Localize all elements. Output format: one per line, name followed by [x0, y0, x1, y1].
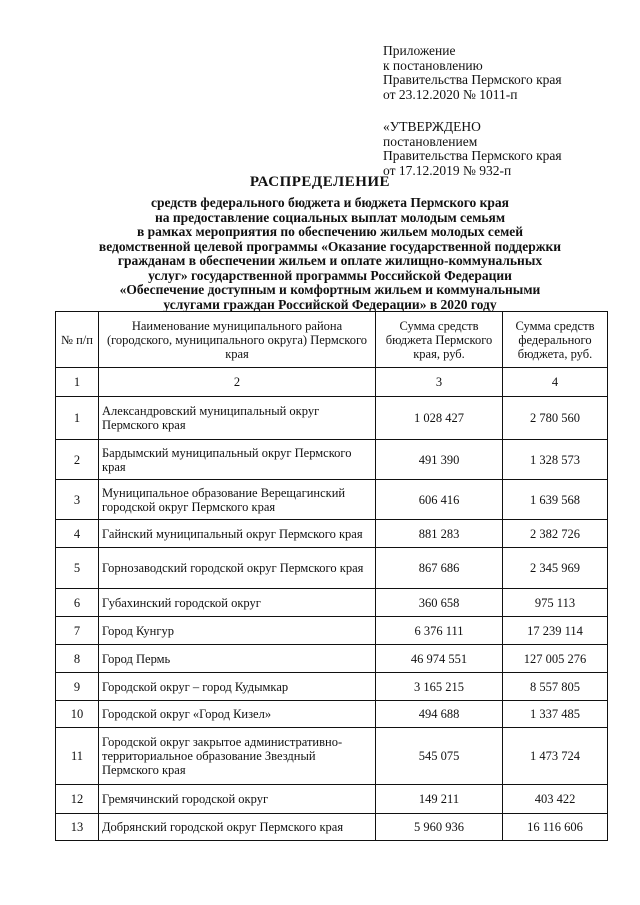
row-name: Горнозаводский городской округ Пермского края — [99, 548, 376, 589]
row-regional: 3 165 215 — [376, 673, 503, 701]
row-num: 13 — [56, 814, 99, 841]
row-num: 8 — [56, 645, 99, 673]
row-num: 6 — [56, 589, 99, 617]
subtitle-line: услуг» государственной программы Российской Федерации — [148, 267, 512, 283]
appendix-line: от 23.12.2020 № 1011-п — [383, 86, 518, 102]
document-title: РАСПРЕДЕЛЕНИЕ — [249, 174, 391, 190]
appendix-line: к постановлению — [383, 57, 483, 73]
table-row — [56, 814, 608, 841]
column-number: 3 — [376, 368, 503, 397]
row-federal: 2 382 726 — [503, 520, 608, 548]
row-regional: 6 376 111 — [376, 617, 503, 645]
header-regional: Сумма средств бюджета Пермского края, руб. — [376, 312, 503, 368]
table-row — [56, 440, 608, 480]
row-num: 10 — [56, 701, 99, 728]
row-num: 11 — [56, 728, 99, 785]
row-federal: 403 422 — [503, 785, 608, 814]
header-row — [56, 312, 608, 368]
row-name: Городской округ «Город Кизел» — [99, 701, 376, 728]
row-federal: 1 337 485 — [503, 701, 608, 728]
column-number: 4 — [503, 368, 608, 397]
row-regional: 545 075 — [376, 728, 503, 785]
subtitle-line: ведомственной целевой программы «Оказание государственной поддержки — [98, 238, 562, 254]
row-federal: 16 116 606 — [503, 814, 608, 841]
row-num: 9 — [56, 673, 99, 701]
row-name: Муниципальное образование Верещагинский городской округ Пермского края — [99, 480, 376, 520]
row-regional: 494 688 — [376, 701, 503, 728]
appendix-line: Правительства Пермского края — [383, 72, 562, 87]
row-regional: 491 390 — [376, 440, 503, 480]
subtitle-line: «Обеспечение доступным и комфортным жильем и коммунальными — [119, 282, 541, 297]
table-row — [56, 785, 608, 814]
row-name: Бардымский муниципальный округ Пермского края — [99, 440, 376, 480]
table-row — [56, 397, 608, 440]
table-row — [56, 701, 608, 728]
table-row — [56, 480, 608, 520]
row-num: 12 — [56, 785, 99, 814]
document-subtitle — [40, 196, 620, 312]
table-row — [56, 673, 608, 701]
approved-line: Правительства Пермского края — [383, 148, 562, 163]
distribution-table — [55, 311, 608, 841]
row-regional: 1 028 427 — [376, 397, 503, 440]
row-federal: 8 557 805 — [503, 673, 608, 701]
row-name: Губахинский городской округ — [99, 589, 376, 617]
row-num: 1 — [56, 397, 99, 440]
table-row — [56, 728, 608, 785]
row-regional: 360 658 — [376, 589, 503, 617]
subtitle-line: услугами граждан Российской Федерации» в 2020 году — [163, 296, 497, 312]
row-regional: 149 211 — [376, 785, 503, 814]
row-federal: 2 780 560 — [503, 397, 608, 440]
table-row — [56, 548, 608, 589]
row-name: Город Пермь — [99, 645, 376, 673]
row-name: Гремячинский городской округ — [99, 785, 376, 814]
row-regional: 867 686 — [376, 548, 503, 589]
row-federal: 2 345 969 — [503, 548, 608, 589]
row-federal: 1 473 724 — [503, 728, 608, 785]
subtitle-line: в рамках мероприятия по обеспечению жильем молодых семей — [136, 224, 524, 239]
column-number: 2 — [99, 368, 376, 397]
row-regional: 606 416 — [376, 480, 503, 520]
row-num: 5 — [56, 548, 99, 589]
approved-line: постановлением — [383, 133, 478, 149]
approved-line: «УТВЕРЖДЕНО — [383, 119, 481, 134]
table-row — [56, 520, 608, 548]
subtitle-line: на предоставление социальных выплат молодым семьям — [154, 209, 506, 225]
row-regional: 5 960 936 — [376, 814, 503, 841]
approved-line: от 17.12.2019 № 932-п — [383, 162, 512, 178]
table-row — [56, 645, 608, 673]
subtitle-line: средств федерального бюджета и бюджета Пермского края — [151, 195, 509, 210]
row-name: Гайнский муниципальный округ Пермского края — [99, 520, 376, 548]
header-federal: Сумма средств федерального бюджета, руб. — [503, 312, 608, 368]
row-federal: 1 639 568 — [503, 480, 608, 520]
row-regional: 46 974 551 — [376, 645, 503, 673]
row-num: 7 — [56, 617, 99, 645]
spacer — [383, 102, 633, 120]
row-name: Городской округ – город Кудымкар — [99, 673, 376, 701]
table-row — [56, 589, 608, 617]
row-name: Городской округ закрытое административно-территориальное образование Звездный Пермского края — [99, 728, 376, 785]
column-number-row — [56, 368, 608, 397]
row-name: Город Кунгур — [99, 617, 376, 645]
row-name: Александровский муниципальный округ Пермского края — [99, 397, 376, 440]
header-name: Наименование муниципального района (городского, муниципального округа) Пермского края — [99, 312, 376, 368]
appendix-line: Приложение — [383, 43, 456, 58]
subtitle-line: гражданам в обеспечении жильем и оплате жилищно-коммунальных — [117, 253, 543, 268]
row-federal: 127 005 276 — [503, 645, 608, 673]
table-row — [56, 617, 608, 645]
row-federal: 17 239 114 — [503, 617, 608, 645]
column-number: 1 — [56, 368, 99, 397]
row-num: 3 — [56, 480, 99, 520]
approval-block — [383, 44, 633, 178]
row-regional: 881 283 — [376, 520, 503, 548]
row-federal: 975 113 — [503, 589, 608, 617]
row-name: Добрянский городской округ Пермского края — [99, 814, 376, 841]
header-num: № п/п — [56, 312, 99, 368]
row-federal: 1 328 573 — [503, 440, 608, 480]
row-num: 4 — [56, 520, 99, 548]
row-num: 2 — [56, 440, 99, 480]
